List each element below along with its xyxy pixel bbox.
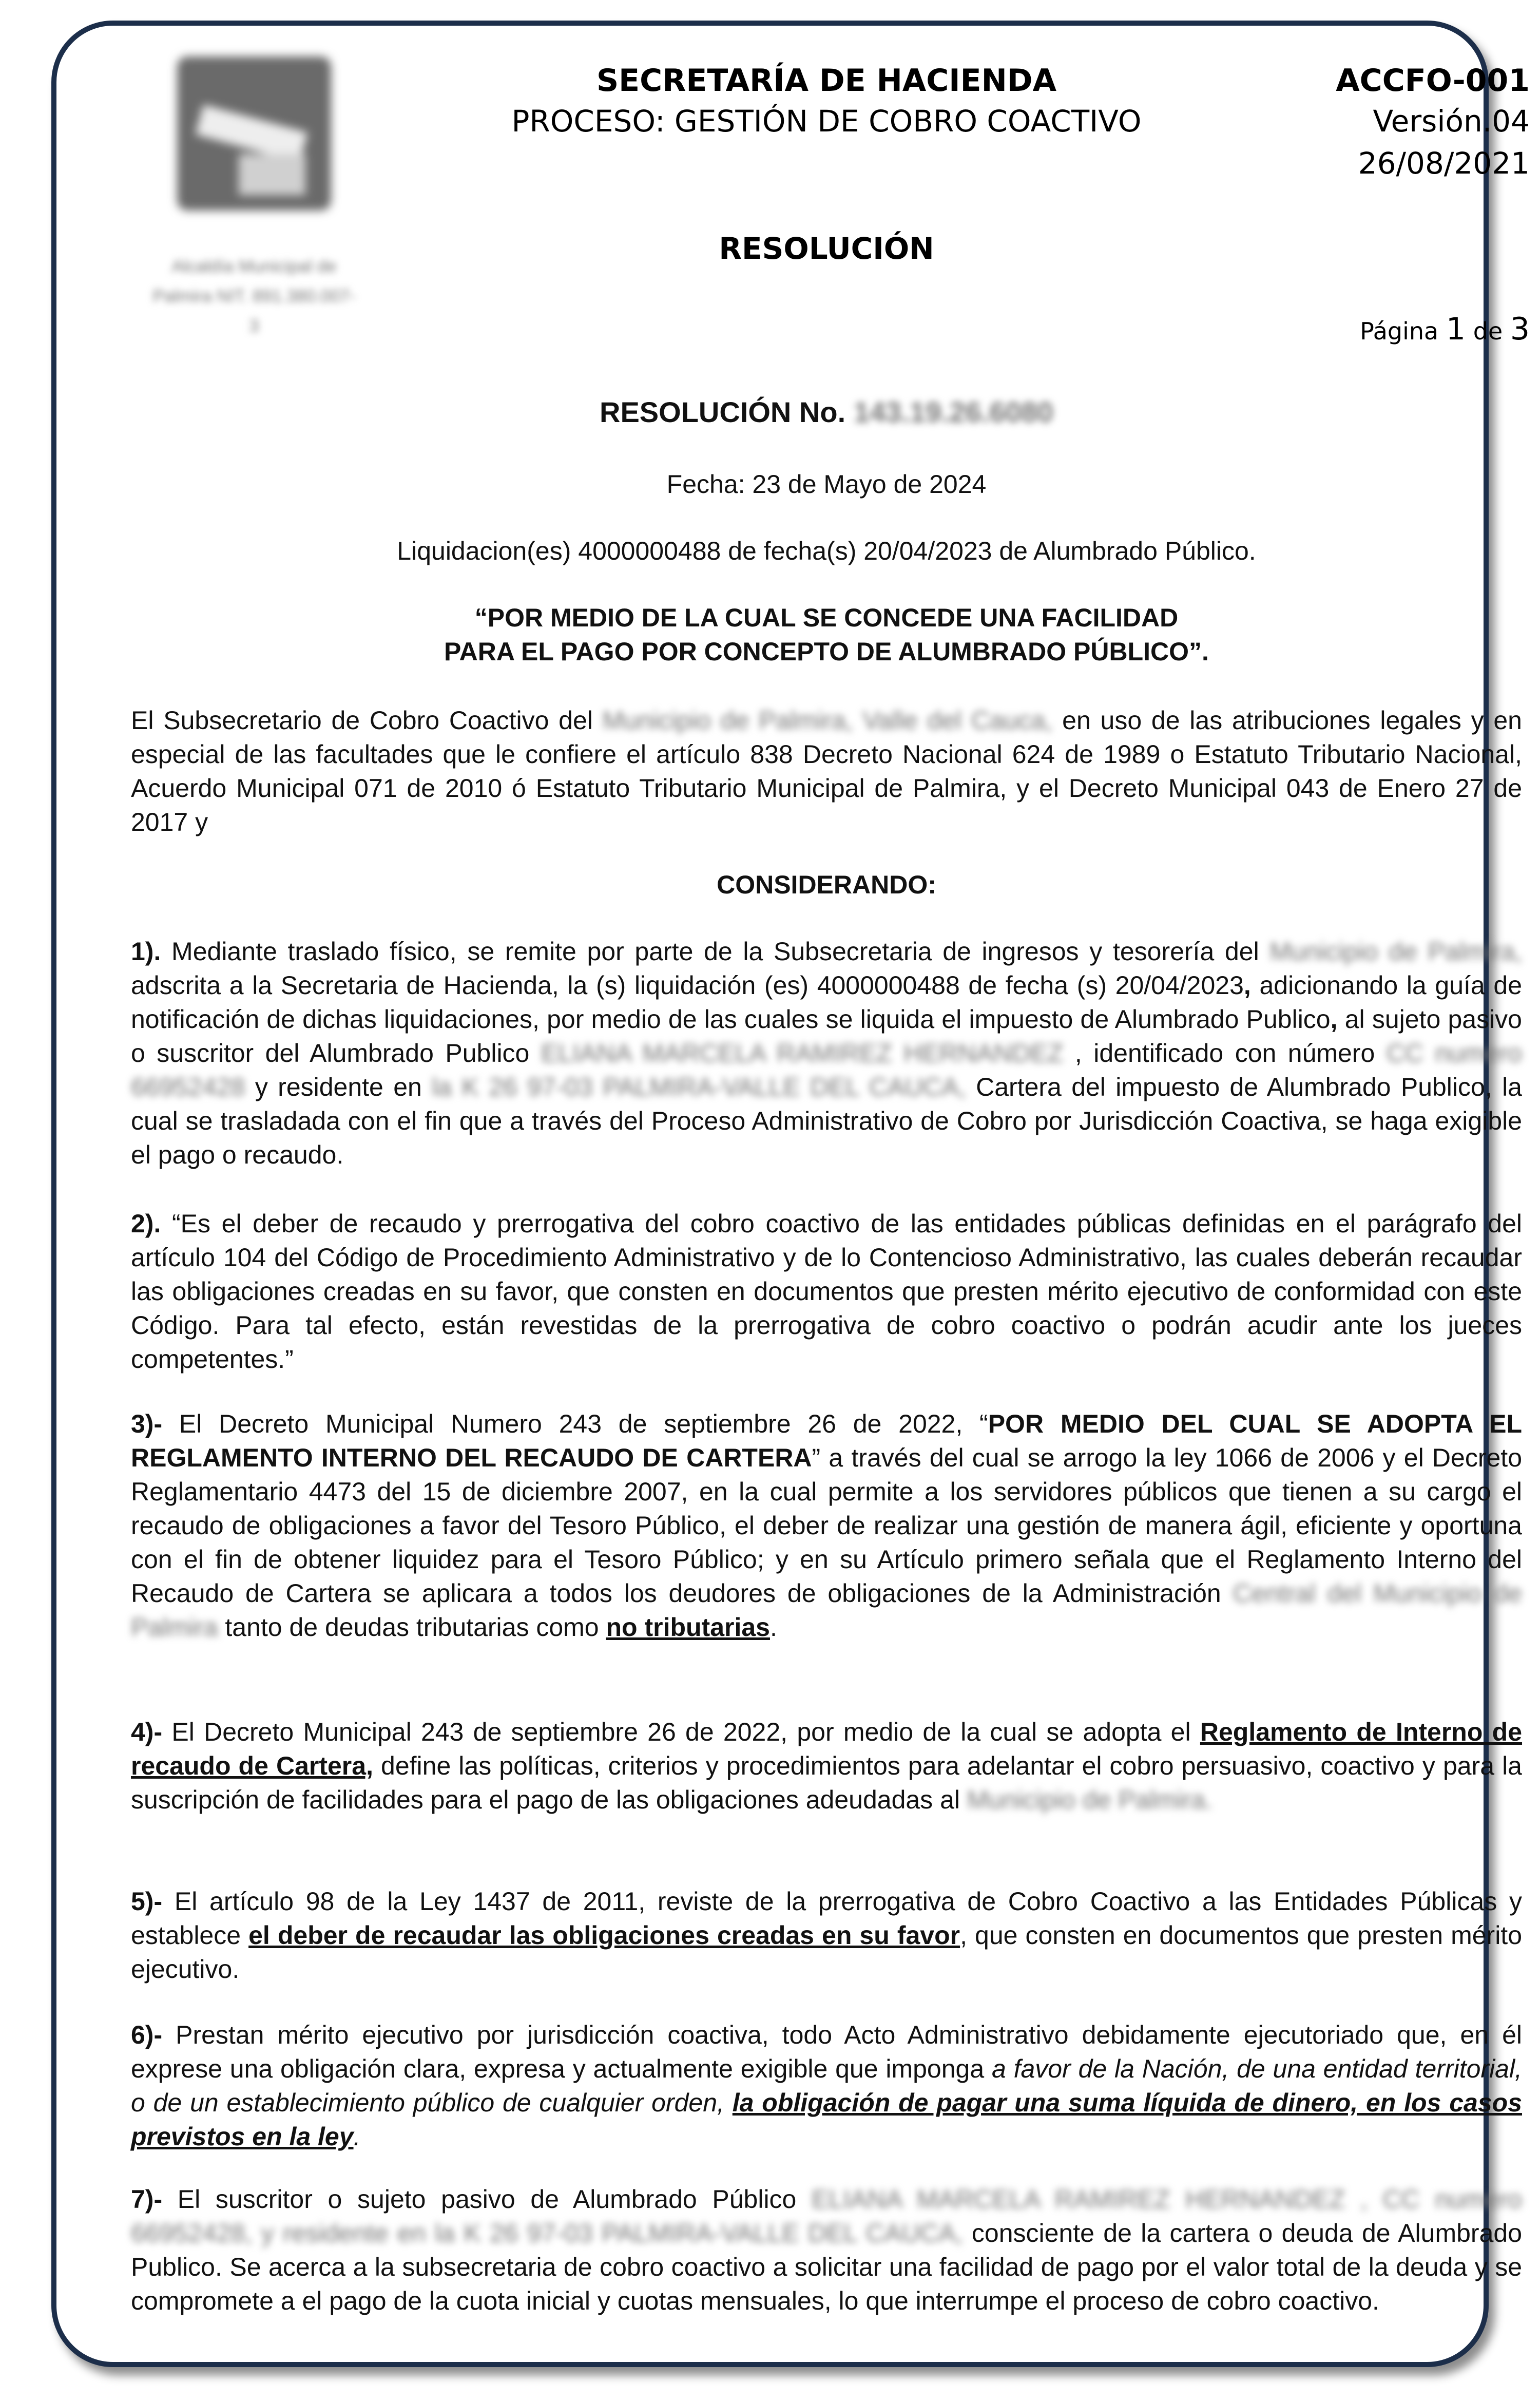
resolution-date: Fecha: 23 de Mayo de 2024 bbox=[666, 470, 987, 499]
page-number: Página 1 de 3 bbox=[1360, 311, 1530, 347]
subject-line-1: “POR MEDIO DE LA CUAL SE CONCEDE UNA FACILIDAD bbox=[474, 603, 1179, 632]
paragraph-3: 3)- El Decreto Municipal Numero 243 de septiembre 26 de 2022, “POR MEDIO DEL CUAL SE ADOPTA EL REGLAMENTO INTERNO DEL RECAUDO DE CARTERA” a través del cual se arrogo la ley 1066 de 2006 y el Decreto Reglamentario 4473 del 15 de diciembre 2007, en la cual permite a los servidores públicos que tienen a su cargo el recaudo de obligaciones a favor del Tesoro Público, el deber de realizar una gestión de manera ágil, eficiente y oportuna con el fin de obtener liquidez para el Tesoro Público; y en su Artículo primero señala que el Reglamento Interno del Recaudo de Cartera se aplicara a todos los deudores de obligaciones de la Administración Central del Municipio de Palmira tanto de deudas tributarias como no tributarias. bbox=[131, 1409, 1523, 1642]
paragraph-4: 4)- El Decreto Municipal 243 de septiembre 26 de 2022, por medio de la cual se adopta el Reglamento de Interno de recaudo de Cartera, define las políticas, criterios y procedimientos para adelantar el cobro persuasivo, coactivo y para la suscripción de facilidades para el pago de las obligaciones adeudadas al Municipio de Palmira. bbox=[131, 1718, 1523, 1814]
municipal-logo bbox=[177, 56, 331, 226]
logo-caption: Alcaldía Municipal de Palmira NIT. 891.380.007-3 bbox=[152, 257, 356, 336]
document-page bbox=[51, 21, 1530, 2367]
header-secretaria: SECRETARÍA DE HACIENDA bbox=[596, 63, 1057, 99]
considerando-heading: CONSIDERANDO: bbox=[717, 870, 936, 899]
header-code: ACCFO-001 bbox=[1336, 63, 1530, 99]
paragraph-1: 1). Mediante traslado físico, se remite por parte de la Subsecretaria de ingresos y tesorería del Municipio de Palmira, adscrita a la Secretaria de Hacienda, la (s) liquidación (es) 4000000488 de fecha (s) 20/04/2023, adicionando la guía de notificación de dichas liquidaciones, por medio de las cuales se liquida el impuesto de Alumbrado Publico, al sujeto pasivo o suscritor del Alumbrado Publico ELIANA MARCELA RAMIREZ HERNANDEZ , identificado con número CC numero 66952428 y residente en la K 26 97-03 PALMIRA-VALLE DEL CAUCA, Cartera del impuesto de Alumbrado Publico, la cual se trasladada con el fin que a través del Proceso Administrativo de Cobro por Jurisdicción Coactiva, se haga exigible el pago o recaudo. bbox=[131, 937, 1522, 1169]
header-version: Versión.04 bbox=[1373, 104, 1530, 139]
subject-line-2: PARA EL PAGO POR CONCEPTO DE ALUMBRADO PÚBLICO”. bbox=[444, 637, 1209, 666]
header-proceso: PROCESO: GESTIÓN DE COBRO COACTIVO bbox=[511, 104, 1142, 139]
paragraph-6: 6)- Prestan mérito ejecutivo por jurisdicción coactiva, todo Acto Administrativo debidamente ejecutoriado que, en él exprese una obligación clara, expresa y actualmente exigible que imponga a favor de la Nación, de una entidad territorial, o de un establecimiento público de cualquier orden, la obligación de pagar una suma líquida de dinero, en los casos previstos en la ley. bbox=[131, 2021, 1522, 2151]
header-resolucion: RESOLUCIÓN bbox=[719, 231, 934, 266]
resolution-number: RESOLUCIÓN No. 143.19.26.6080 bbox=[600, 396, 1053, 428]
paragraph-5: 5)- El artículo 98 de la Ley 1437 de 2011, reviste de la prerrogativa de Cobro Coactivo a las Entidades Públicas y establece el deber de recaudar las obligaciones creadas en su favor, que consten en documentos que presten mérito ejecutivo. bbox=[131, 1887, 1523, 1984]
intro-paragraph: El Subsecretario de Cobro Coactivo del Municipio de Palmira, Valle del Cauca, en uso de las atribuciones legales y en especial de las facultades que le confiere el artículo 838 Decreto Nacional 624 de 1989 o Estatuto Tributario Nacional, Acuerdo Municipal 071 de 2010 ó Estatuto Tributario Municipal de Palmira, y el Decreto Municipal 043 de Enero 27 de 2017 y bbox=[131, 706, 1522, 836]
paragraph-7: 7)- El suscritor o sujeto pasivo de Alumbrado Público ELIANA MARCELA RAMIREZ HERNANDEZ , CC numero 66952428, y residente en la K 26 97-03 PALMIRA-VALLE DEL CAUCA, consciente de la cartera o deuda de Alumbrado Publico. Se acerca a la subsecretaria de cobro coactivo a solicitar una facilidad de pago por el valor total de la deuda y se compromete a el pago de la cuota inicial y cuotas mensuales, lo que interrumpe el proceso de cobro coactivo. bbox=[131, 2185, 1522, 2315]
paragraph-2: 2). “Es el deber de recaudo y prerrogativa del cobro coactivo de las entidades públicas definidas en el parágrafo del artículo 104 del Código de Procedimiento Administrativo y de lo Contencioso Administrativo, las cuales deberán recaudar las obligaciones creadas en su favor, que consten en documentos que presten mérito ejecutivo de conformidad con este Código. Para tal efecto, están revestidas de la prerrogativa de cobro coactivo o podrán acudir ante los jueces competentes.” bbox=[131, 1209, 1522, 1374]
header-date: 26/08/2021 bbox=[1358, 146, 1530, 181]
liquidation-reference: Liquidacion(es) 4000000488 de fecha(s) 20/04/2023 de Alumbrado Público. bbox=[397, 537, 1256, 565]
